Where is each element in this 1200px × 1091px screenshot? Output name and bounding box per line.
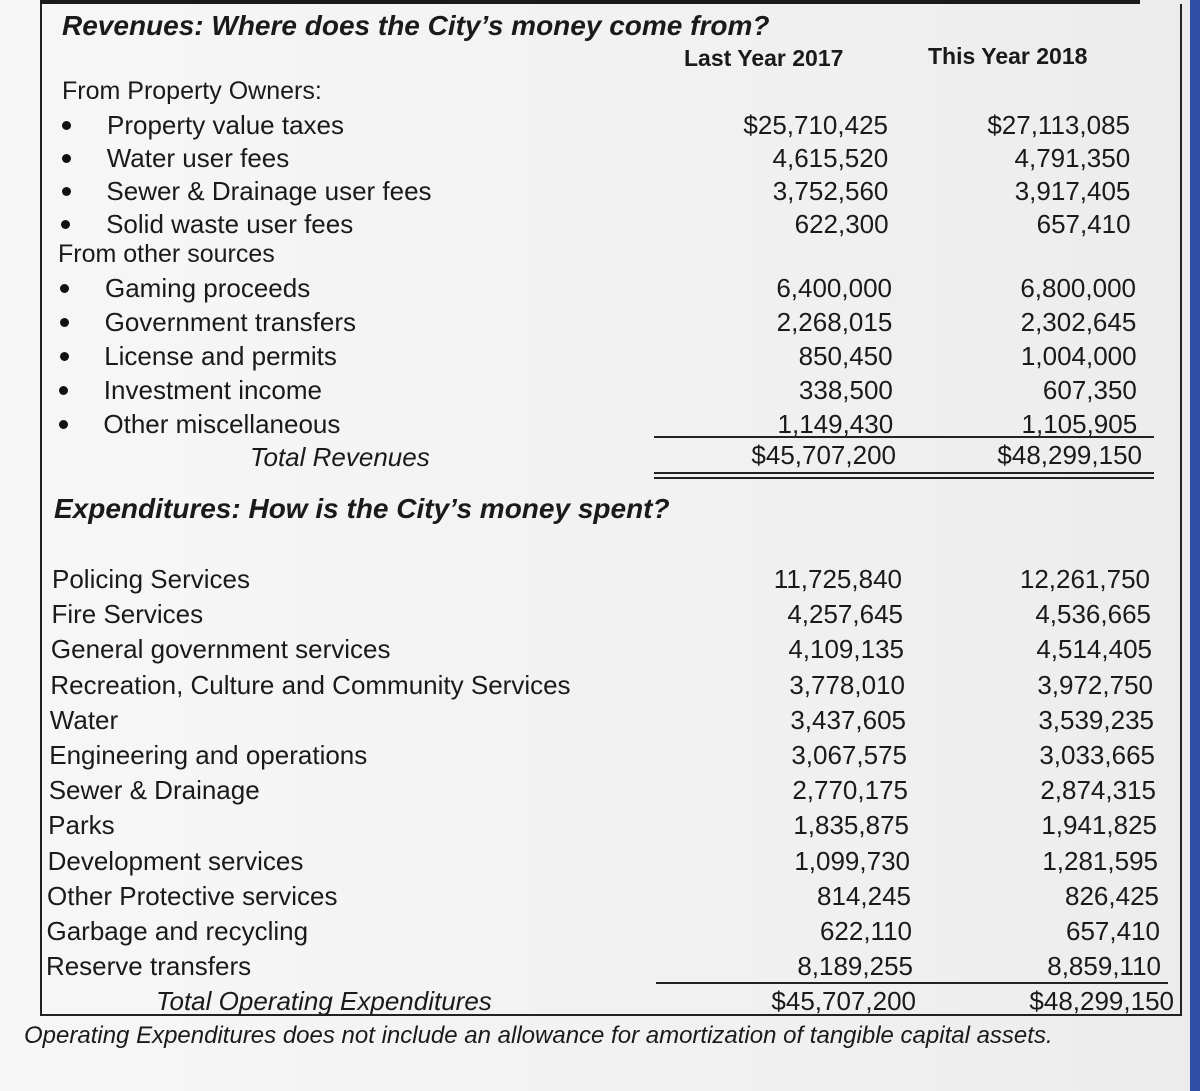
expenditure-label: Reserve transfers: [45, 951, 252, 982]
value-2018: 826,425: [1065, 880, 1159, 911]
revenue-label: Gaming proceeds: [105, 273, 311, 303]
value-2017: 622,110: [819, 916, 912, 946]
value-2018: 3,972,750: [1037, 669, 1153, 700]
total-revenues-2018: $48,299,150: [997, 440, 1142, 470]
expenditure-row: [0, 738, 1200, 772]
expenditure-row: [0, 703, 1200, 737]
group-label-property: From Property Owners:: [62, 77, 322, 105]
value-2017: 4,257,645: [787, 599, 903, 630]
expenditure-row: [0, 668, 1200, 702]
value-2017: 1,835,875: [793, 810, 909, 841]
value-2018: 4,514,405: [1036, 634, 1152, 665]
value-2018: 1,004,000: [1020, 341, 1137, 371]
total-revenues-label: Total Revenues: [250, 442, 430, 472]
value-2017: 3,778,010: [789, 669, 905, 700]
value-2017: 3,067,575: [791, 740, 907, 770]
value-2018: 2,874,315: [1040, 775, 1156, 806]
expenditure-label: Fire Services: [51, 599, 204, 630]
revenue-label: Solid waste user fees: [106, 209, 354, 239]
total-revenues-2017: $45,707,200: [751, 440, 896, 470]
expenditure-label: Parks: [48, 810, 115, 841]
value-2018: 2,302,645: [1020, 307, 1137, 337]
bullet-icon: [60, 318, 69, 327]
revenue-total-double-rule-1: [654, 472, 1154, 474]
revenue-row: [0, 373, 1200, 407]
value-2017: 8,189,255: [797, 951, 913, 982]
bullet-icon: [60, 352, 69, 361]
revenue-label: Other miscellaneous: [103, 409, 341, 439]
bullet-icon: [60, 284, 69, 293]
bullet-icon: [61, 220, 70, 229]
value-2017: 338,500: [798, 375, 893, 405]
total-expenditures-2018: $48,299,150: [1029, 986, 1174, 1016]
expenditure-row: [0, 773, 1200, 807]
value-2017: 1,099,730: [794, 845, 910, 876]
expenditure-row: [0, 562, 1200, 596]
expenditure-row: [0, 808, 1200, 842]
expenditures-heading: Expenditures: How is the City’s money spent?: [54, 493, 670, 524]
value-2018: 4,536,665: [1035, 599, 1151, 630]
revenue-row: [0, 271, 1200, 305]
value-2018: 6,800,000: [1020, 273, 1136, 303]
expenditure-label: Engineering and operations: [49, 740, 368, 770]
total-expenditures-label: Total Operating Expenditures: [156, 986, 492, 1016]
value-2017: 4,615,520: [772, 143, 889, 173]
value-2018: 3,539,235: [1038, 704, 1154, 735]
expenditure-label: General government services: [50, 634, 391, 665]
value-2017: 850,450: [798, 341, 893, 371]
revenue-label: Sewer & Drainage user fees: [106, 176, 432, 206]
revenues-heading: Revenues: Where does the City’s money come from?: [62, 10, 770, 41]
revenue-row: [0, 108, 1200, 142]
value-2018: 1,941,825: [1041, 810, 1157, 841]
revenue-label: Water user fees: [106, 143, 290, 173]
revenue-row: [0, 174, 1200, 208]
expenditure-row: [0, 632, 1200, 666]
value-2017: 3,437,605: [790, 704, 906, 735]
revenue-row: [0, 305, 1200, 339]
expenditure-row: [0, 844, 1200, 878]
value-2018: 607,350: [1042, 375, 1137, 405]
expenditure-row: [0, 949, 1200, 983]
expenditure-row: [0, 597, 1200, 631]
expenditure-label: Recreation, Culture and Community Services: [50, 669, 571, 700]
value-2017: 2,268,015: [776, 307, 893, 337]
revenue-row: [0, 141, 1200, 175]
revenue-row: [0, 207, 1200, 241]
bullet-icon: [62, 187, 71, 196]
value-2017: 814,245: [817, 880, 911, 911]
expenditure-row: [0, 879, 1200, 913]
value-2018: 8,859,110: [1047, 951, 1161, 982]
total-revenues-row: [0, 438, 1200, 472]
group-label-other: From other sources: [58, 240, 275, 268]
value-2018: $27,113,085: [987, 110, 1130, 140]
value-2017: 2,770,175: [792, 775, 908, 806]
expenditure-label: Policing Services: [52, 564, 250, 594]
total-expenditures-2017: $45,707,200: [771, 986, 916, 1016]
column-header-2017: Last Year 2017: [684, 45, 844, 71]
value-2017: 11,725,840: [773, 564, 902, 594]
bullet-icon: [62, 121, 71, 130]
expenditure-label: Sewer & Drainage: [48, 775, 260, 806]
value-2017: 3,752,560: [772, 176, 889, 206]
bullet-icon: [62, 154, 71, 163]
value-2018: 1,105,905: [1021, 409, 1138, 439]
revenue-label: Investment income: [103, 375, 323, 405]
value-2017: 6,400,000: [776, 273, 892, 303]
value-2017: 4,109,135: [788, 634, 904, 665]
expenditure-label: Development services: [47, 845, 304, 876]
expenditure-label: Other Protective services: [47, 880, 338, 911]
total-expenditures-row: [0, 984, 1200, 1018]
value-2018: 12,261,750: [1019, 564, 1150, 594]
revenue-row: [0, 339, 1200, 373]
expenditure-label: Water: [49, 704, 119, 735]
revenue-label: Property value taxes: [107, 110, 345, 140]
expenditure-row: [0, 914, 1200, 948]
revenue-label: Government transfers: [104, 307, 357, 337]
bullet-icon: [59, 386, 68, 395]
value-2018: 4,791,350: [1014, 143, 1131, 173]
expenditure-label: Garbage and recycling: [46, 916, 309, 946]
value-2018: 657,410: [1036, 209, 1131, 239]
value-2018: 3,033,665: [1039, 740, 1155, 770]
value-2018: 1,281,595: [1042, 845, 1158, 876]
value-2017: 622,300: [794, 209, 889, 239]
value-2018: 657,410: [1066, 916, 1160, 946]
bullet-icon: [59, 420, 68, 429]
value-2017: 1,149,430: [777, 409, 894, 439]
value-2017: $25,710,425: [743, 110, 888, 140]
revenue-label: License and permits: [104, 341, 337, 371]
value-2018: 3,917,405: [1014, 176, 1131, 206]
footnote: Operating Expenditures does not include an allowance for amortization of tangible capital assets.: [24, 1022, 1053, 1049]
revenue-total-double-rule-2: [654, 477, 1154, 479]
column-header-2018: This Year 2018: [928, 43, 1088, 69]
